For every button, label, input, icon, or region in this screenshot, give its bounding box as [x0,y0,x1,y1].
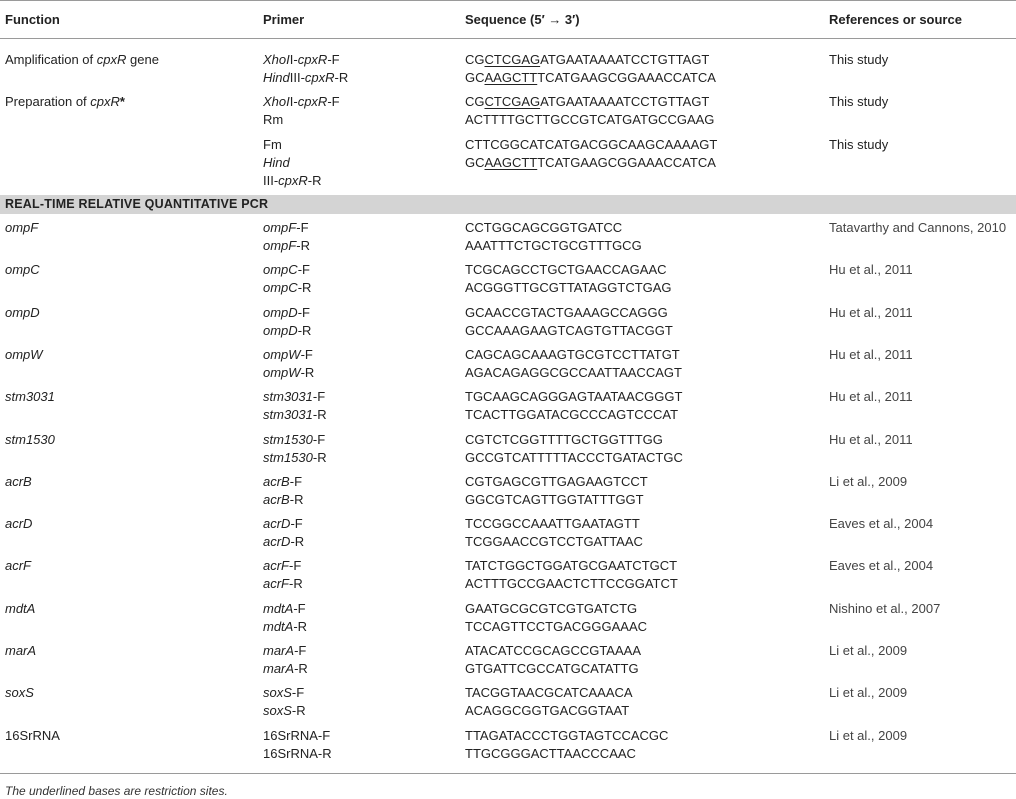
primer-forward: stm1530-F [263,432,326,447]
gene-name: soxS [5,685,34,700]
header-function: Function [5,12,60,27]
sequence-forward: CAGCAGCAAAGTGCGTCCTTATGT [465,347,680,362]
primer-forward: acrB-F [263,474,303,489]
reference: Tatavarthy and Cannons, 2010 [829,220,1007,235]
gene-name: mdtA [5,601,36,616]
primer-forward: 16SrRNA-F [263,728,331,743]
function-preparation: Preparation of cpxR* [5,94,125,109]
footnote: The underlined bases are restriction sites. [5,784,228,798]
primer-reverse: ompF-R [263,238,310,253]
sequence-reverse: ACTTTGCCGAACTCTTCCGGATCT [465,576,678,591]
sequence-prep-forward: CGCTCGAGATGAATAAAATCCTGTTAGT [465,94,710,109]
reference-prep: This study [829,94,889,109]
gene-name: acrF [5,558,31,573]
reference: Hu et al., 2011 [829,262,913,277]
sequence-forward: TGCAAGCAGGGAGTAATAACGGGT [465,389,683,404]
gene-name: ompW [5,347,43,362]
sequence-reverse: ACAGGCGGTGACGGTAAT [465,703,630,718]
primer-forward: ompC-F [263,262,310,277]
reference: Li et al., 2009 [829,474,908,489]
primer-forward: ompW-F [263,347,313,362]
primer-reverse: ompC-R [263,280,312,295]
primer-forward: stm3031-F [263,389,326,404]
gene-name: marA [5,643,37,658]
header-sequence: Sequence (5′ → 3′) [465,12,580,27]
sequence-reverse: AAATTTCTGCTGCGTTTGCG [465,238,642,253]
table-top-rule [0,0,1016,1]
primer-forward: acrD-F [263,516,303,531]
sequence-reverse: GGCGTCAGTTGGTATTTGGT [465,492,644,507]
sequence-forward: ATACATCCGCAGCCGTAAAA [465,643,641,658]
primer-reverse: acrD-R [263,534,305,549]
primer-forward: ompF-F [263,220,309,235]
gene-name: ompF [5,220,39,235]
sequence-forward: CGTCTCGGTTTTGCTGGTTTGG [465,432,663,447]
table-bottom-rule [0,773,1016,774]
primer-prep-rm: Rm [263,112,284,127]
reference: Hu et al., 2011 [829,305,913,320]
gene-name: ompC [5,262,40,277]
restriction-site: AAGCTT [484,155,538,170]
function-amplification: Amplification of cpxR gene [5,52,159,67]
primer-forward: acrF-F [263,558,302,573]
sequence-forward: TCCGGCCAAATTGAATAGTT [465,516,640,531]
primer-reverse: stm3031-R [263,407,327,422]
gene-name: acrB [5,474,32,489]
sequence-prep2-reverse: GCAAGCTTTCATGAAGCGGAAACCATCA [465,155,716,170]
sequence-forward: TTAGATACCCTGGTAGTCCACGC [465,728,669,743]
primer-reverse: mdtA-R [263,619,308,634]
primer-prep2-reverse-a: Hind [263,155,290,170]
gene-name: acrD [5,516,33,531]
reference: Eaves et al., 2004 [829,516,934,531]
sequence-forward: CCTGGCAGCGGTGATCC [465,220,623,235]
gene-name: stm3031 [5,389,55,404]
primer-reverse: ompW-R [263,365,315,380]
gene-name: ompD [5,305,40,320]
reference-amp: This study [829,52,889,67]
sequence-amp-reverse: GCAAGCTTTCATGAAGCGGAAACCATCA [465,70,716,85]
sequence-reverse: AGACAGAGGCGCCAATTAACCAGT [465,365,682,380]
primer-reverse: acrF-R [263,576,303,591]
primer-forward: soxS-F [263,685,305,700]
sequence-reverse: ACGGGTTGCGTTATAGGTCTGAG [465,280,672,295]
primer-reverse: acrB-R [263,492,304,507]
reference: Li et al., 2009 [829,685,908,700]
reference-prep2: This study [829,137,889,152]
restriction-site: AAGCTT [484,70,538,85]
primer-reverse: stm1530-R [263,450,327,465]
sequence-reverse: GCCAAAGAAGTCAGTGTTACGGT [465,323,673,338]
primer-prep-fm: Fm [263,137,282,152]
sequence-reverse: GTGATTCGCCATGCATATTG [465,661,639,676]
primer-reverse: soxS-R [263,703,306,718]
section-title: REAL-TIME RELATIVE QUANTITATIVE PCR [5,197,269,211]
sequence-reverse: GCCGTCATTTTTACCCTGATACTGC [465,450,683,465]
sequence-reverse: TCGGAACCGTCCTGATTAAC [465,534,643,549]
sequence-forward: GAATGCGCGTCGTGATCTG [465,601,638,616]
reference: Li et al., 2009 [829,643,908,658]
primer-forward: ompD-F [263,305,310,320]
sequence-forward: CGTGAGCGTTGAGAAGTCCT [465,474,648,489]
gene-name: stm1530 [5,432,55,447]
header-primer: Primer [263,12,305,27]
reference: Hu et al., 2011 [829,347,913,362]
primer-prep2-reverse-b: III-cpxR-R [263,173,322,188]
primer-forward: marA-F [263,643,307,658]
sequence-forward: TCGCAGCCTGCTGAACCAGAAC [465,262,667,277]
sequence-reverse: TCACTTGGATACGCCCAGTCCCAT [465,407,679,422]
sequence-amp-forward: CGCTCGAGATGAATAAAATCCTGTTAGT [465,52,710,67]
header-rule [0,38,1016,39]
primer-reverse: marA-R [263,661,308,676]
restriction-site: CTCGAG [484,52,541,67]
sequence-reverse: TCCAGTTCCTGACGGGAAAC [465,619,648,634]
gene-name: 16SrRNA [5,728,60,743]
primer-reverse: 16SrRNA-R [263,746,332,761]
reference: Hu et al., 2011 [829,389,913,404]
primer-amp-reverse: HindIII-cpxR-R [263,70,349,85]
primer-forward: mdtA-F [263,601,306,616]
sequence-forward: TATCTGGCTGGATGCGAATCTGCT [465,558,678,573]
sequence-prep-fm: CTTCGGCATCATGACGGCAAGCAAAAGT [465,137,718,152]
reference: Li et al., 2009 [829,728,908,743]
section-band [0,195,1016,214]
primer-prep-forward: XhoII-cpxR-F [263,94,340,109]
sequence-reverse: TTGCGGGACTTAACCCAAC [465,746,636,761]
reference: Hu et al., 2011 [829,432,913,447]
reference: Nishino et al., 2007 [829,601,941,616]
sequence-forward: TACGGTAACGCATCAAACA [465,685,633,700]
header-references: References or source [829,12,962,27]
reference: Eaves et al., 2004 [829,558,934,573]
sequence-prep-rm: ACTTTTGCTTGCCGTCATGATGCCGAAG [465,112,715,127]
primer-reverse: ompD-R [263,323,312,338]
primer-amp-forward: XhoII-cpxR-F [263,52,340,67]
restriction-site: CTCGAG [484,94,541,109]
sequence-forward: GCAACCGTACTGAAAGCCAGGG [465,305,668,320]
